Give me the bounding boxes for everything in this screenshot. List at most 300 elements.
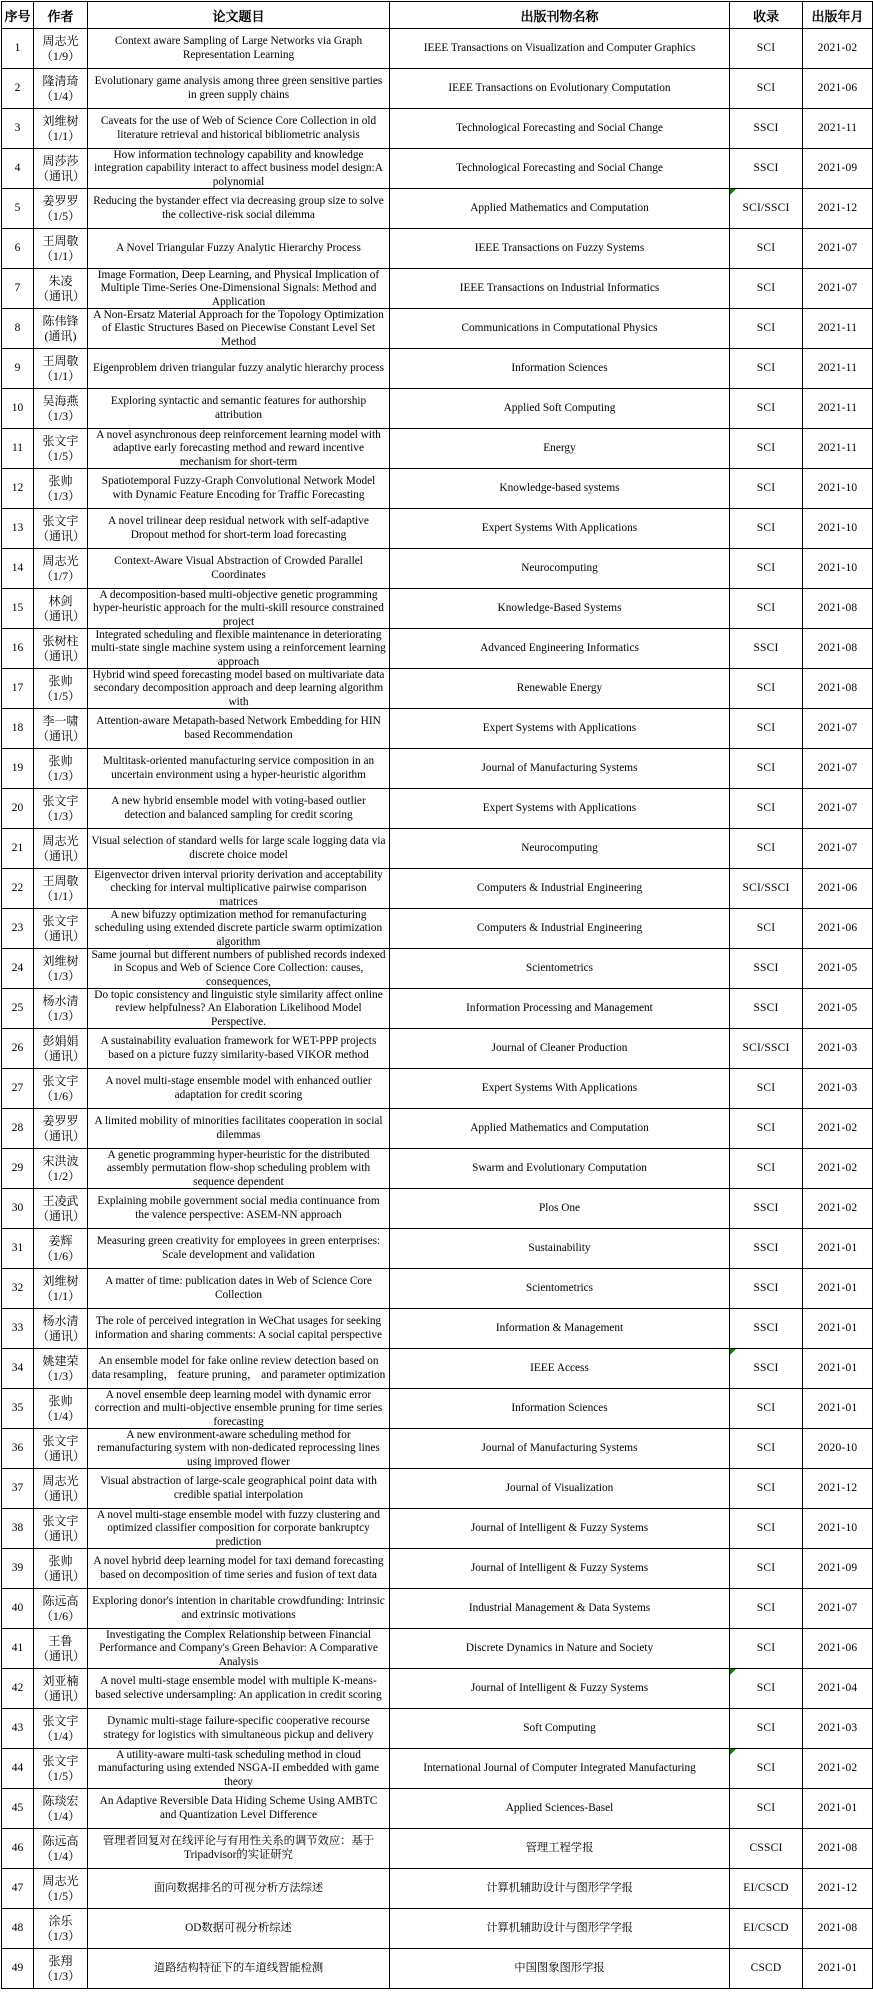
row-number-cell: 3 [2,109,34,149]
journal-cell: Journal of Visualization [390,1469,730,1509]
author-cell: 周莎莎 （通讯） [34,149,88,189]
table-row [2,1829,873,1869]
author-cell: 彭娟娟 （通讯） [34,1029,88,1069]
journal-cell: Computers & Industrial Engineering [390,909,730,949]
author-cell: 宋洪波 （1/2） [34,1149,88,1189]
title-cell: Reducing the bystander effect via decreasing group size to solve the collective-risk social dilemma [88,189,390,229]
index-cell: SCI [730,229,803,269]
table-row [2,909,873,949]
author-cell: 王周敬 （1/1） [34,869,88,909]
title-cell: Same journal but different numbers of published records indexed in Scopus and Web of Science Core Collection: causes, consequences, [88,949,390,989]
row-number-cell: 30 [2,1189,34,1229]
author-cell: 周志光 （1/5） [34,1869,88,1909]
journal-cell: Applied Mathematics and Computation [390,189,730,229]
table-row [2,1869,873,1909]
journal-cell: Scientometrics [390,1269,730,1309]
row-number-cell: 14 [2,549,34,589]
date-cell: 2021-07 [803,749,873,789]
title-cell: A utility-aware multi-task scheduling method in cloud manufacturing using extended NSGA-II embedded with game theory [88,1749,390,1789]
index-cell: SCI [730,429,803,469]
table-row [2,109,873,149]
date-cell: 2021-07 [803,269,873,309]
comment-marker-icon [730,189,736,195]
title-cell: Hybrid wind speed forecasting model based on multivariate data secondary decomposition approach and deep learning algorithm with [88,669,390,709]
author-cell: 陈伟锋 (通讯) [34,309,88,349]
row-number-cell: 28 [2,1109,34,1149]
journal-cell: Swarm and Evolutionary Computation [390,1149,730,1189]
table-row [2,749,873,789]
journal-cell: Industrial Management & Data Systems [390,1589,730,1629]
table-row [2,1949,873,1989]
date-cell: 2021-03 [803,1709,873,1749]
journal-cell: Journal of Cleaner Production [390,1029,730,1069]
table-row [2,1349,873,1389]
author-cell: 周志光 （通讯） [34,829,88,869]
date-cell: 2021-11 [803,429,873,469]
author-cell: 张文宇 （1/5） [34,429,88,469]
author-cell: 张文宇 （通讯） [34,509,88,549]
table-row [2,69,873,109]
journal-cell: Journal of Intelligent & Fuzzy Systems [390,1549,730,1589]
date-cell: 2021-08 [803,629,873,669]
author-cell: 陈琰宏 （1/4） [34,1789,88,1829]
author-cell: 张文宇 （通讯） [34,1429,88,1469]
journal-cell: Scientometrics [390,949,730,989]
index-cell: SCI [730,909,803,949]
row-number-cell: 22 [2,869,34,909]
journal-cell: Energy [390,429,730,469]
row-number-cell: 2 [2,69,34,109]
title-cell: A novel multi-stage ensemble model with enhanced outlier adaptation for credit scoring [88,1069,390,1109]
comment-marker-icon [730,1669,736,1675]
author-cell: 杨水清 （通讯） [34,1309,88,1349]
index-cell: SCI [730,309,803,349]
journal-cell: Knowledge-based systems [390,469,730,509]
table-body [2,29,873,1989]
row-number-cell: 34 [2,1349,34,1389]
author-cell: 王鲁 （通讯） [34,1629,88,1669]
row-number-cell: 10 [2,389,34,429]
index-cell: SCI [730,549,803,589]
date-cell: 2021-10 [803,1509,873,1549]
row-number-cell: 46 [2,1829,34,1869]
table-row [2,589,873,629]
table-row [2,1229,873,1269]
column-header-col-title: 论文题目 [88,2,390,29]
author-cell: 刘维树 （1/1） [34,109,88,149]
date-cell: 2021-11 [803,109,873,149]
row-number-cell: 43 [2,1709,34,1749]
date-cell: 2021-02 [803,29,873,69]
date-cell: 2021-03 [803,1069,873,1109]
row-number-cell: 5 [2,189,34,229]
journal-cell: IEEE Transactions on Evolutionary Computation [390,69,730,109]
date-cell: 2021-12 [803,189,873,229]
date-cell: 2020-10 [803,1429,873,1469]
row-number-cell: 18 [2,709,34,749]
index-cell: SSCI [730,109,803,149]
index-cell: CSCD [730,1949,803,1989]
row-number-cell: 15 [2,589,34,629]
title-cell: Context-Aware Visual Abstraction of Crowded Parallel Coordinates [88,549,390,589]
table-row [2,1109,873,1149]
journal-cell: 计算机辅助设计与图形学学报 [390,1869,730,1909]
column-header-col-author: 作者 [34,2,88,29]
index-cell: SCI [730,1109,803,1149]
date-cell: 2021-10 [803,549,873,589]
date-cell: 2021-07 [803,1589,873,1629]
date-cell: 2021-10 [803,469,873,509]
index-cell: SCI/SSCI [730,1029,803,1069]
date-cell: 2021-01 [803,1789,873,1829]
journal-cell: Technological Forecasting and Social Change [390,149,730,189]
date-cell: 2021-08 [803,1829,873,1869]
title-cell: A novel asynchronous deep reinforcement learning model with adaptive early forecasting method and reward incentive mechanism for short-term [88,429,390,469]
title-cell: A sustainability evaluation framework for WET-PPP projects based on a picture fuzzy similarity-based VIKOR method [88,1029,390,1069]
row-number-cell: 11 [2,429,34,469]
table-row [2,549,873,589]
index-cell: SSCI [730,149,803,189]
title-cell: Eigenvector driven interval priority derivation and acceptability checking for interval multiplicative pairwise comparison matrices [88,869,390,909]
journal-cell: Expert Systems with Applications [390,789,730,829]
author-cell: 张帅 （1/5） [34,669,88,709]
journal-cell: Expert Systems With Applications [390,509,730,549]
journal-cell: Advanced Engineering Informatics [390,629,730,669]
table-row [2,1749,873,1789]
author-cell: 姚建荣 （1/3） [34,1349,88,1389]
index-cell: SCI [730,1149,803,1189]
row-number-cell: 36 [2,1429,34,1469]
date-cell: 2021-09 [803,149,873,189]
index-cell: SCI [730,1069,803,1109]
title-cell: An Adaptive Reversible Data Hiding Scheme Using AMBTC and Quantization Level Difference [88,1789,390,1829]
date-cell: 2021-01 [803,1309,873,1349]
journal-cell: Sustainability [390,1229,730,1269]
comment-marker-icon [730,1749,736,1755]
index-cell: SCI [730,1629,803,1669]
row-number-cell: 37 [2,1469,34,1509]
index-cell: SSCI [730,629,803,669]
table-row [2,429,873,469]
row-number-cell: 21 [2,829,34,869]
row-number-cell: 44 [2,1749,34,1789]
row-number-cell: 47 [2,1869,34,1909]
date-cell: 2021-12 [803,1469,873,1509]
row-number-cell: 6 [2,229,34,269]
index-cell: SSCI [730,1269,803,1309]
author-cell: 刘亚楠 （通讯） [34,1669,88,1709]
column-header-col-no: 序号 [2,2,34,29]
table-row [2,1189,873,1229]
table-row [2,869,873,909]
title-cell: A Novel Triangular Fuzzy Analytic Hierarchy Process [88,229,390,269]
author-cell: 张帅 （1/4） [34,1389,88,1429]
index-cell: SCI [730,1749,803,1789]
date-cell: 2021-07 [803,709,873,749]
table-row [2,1149,873,1189]
date-cell: 2021-12 [803,1869,873,1909]
date-cell: 2021-05 [803,949,873,989]
title-cell: A decomposition-based multi-objective genetic programming hyper-heuristic approach for the multi-skill resource constrained project [88,589,390,629]
journal-cell: IEEE Access [390,1349,730,1389]
table-row [2,1029,873,1069]
journal-cell: IEEE Transactions on Industrial Informatics [390,269,730,309]
title-cell: Exploring syntactic and semantic features for authorship attribution [88,389,390,429]
index-cell: SCI [730,349,803,389]
index-cell: SCI [730,1509,803,1549]
index-cell: SSCI [730,1189,803,1229]
date-cell: 2021-03 [803,1029,873,1069]
title-cell: A Non-Ersatz Material Approach for the Topology Optimization of Elastic Structures Based on Piecewise Constant Level Set Method [88,309,390,349]
author-cell: 刘维树 （1/3） [34,949,88,989]
header-row [2,2,873,29]
author-cell: 涂乐 （1/3） [34,1909,88,1949]
title-cell: Eigenproblem driven triangular fuzzy analytic hierarchy process [88,349,390,389]
author-cell: 周志光 （通讯） [34,1469,88,1509]
index-cell: SCI [730,1389,803,1429]
table-row [2,509,873,549]
comment-marker-icon [730,1349,736,1355]
title-cell: Investigating the Complex Relationship between Financial Performance and Company's Green Behavior: A Comparative Analysis [88,1629,390,1669]
table-row [2,1629,873,1669]
journal-cell: Information Sciences [390,1389,730,1429]
table-row [2,229,873,269]
index-cell: SSCI [730,1309,803,1349]
index-cell: SCI [730,1429,803,1469]
table-row [2,469,873,509]
author-cell: 王周敬 （1/1） [34,349,88,389]
table-row [2,349,873,389]
index-cell: SCI [730,469,803,509]
title-cell: The role of perceived integration in WeChat usages for seeking information and sharing comments: A social capital perspective [88,1309,390,1349]
author-cell: 张树柱 （通讯） [34,629,88,669]
row-number-cell: 35 [2,1389,34,1429]
date-cell: 2021-02 [803,1149,873,1189]
index-cell: SCI [730,829,803,869]
author-cell: 刘维树 （1/1） [34,1269,88,1309]
author-cell: 隆清琦 （1/4） [34,69,88,109]
index-cell: EI/CSCD [730,1909,803,1949]
row-number-cell: 27 [2,1069,34,1109]
date-cell: 2021-11 [803,309,873,349]
table-row [2,1069,873,1109]
journal-cell: Renewable Energy [390,669,730,709]
author-cell: 陈远高 （1/4） [34,1829,88,1869]
date-cell: 2021-06 [803,1629,873,1669]
title-cell: A novel multi-stage ensemble model with multiple K-means-based selective undersampling: An application in credit scoring [88,1669,390,1709]
date-cell: 2021-01 [803,1389,873,1429]
author-cell: 张文宇 （1/6） [34,1069,88,1109]
journal-cell: Information Sciences [390,349,730,389]
title-cell: Image Formation, Deep Learning, and Physical Implication of Multiple Time-Series One-Dimensional Signals: Method and Application [88,269,390,309]
date-cell: 2021-05 [803,989,873,1029]
title-cell: Exploring donor's intention in charitable crowdfunding: Intrinsic and extrinsic motivations [88,1589,390,1629]
title-cell: An ensemble model for fake online review detection based on data resampling， feature pruning， and parameter optimization [88,1349,390,1389]
table-row [2,1269,873,1309]
date-cell: 2021-02 [803,1749,873,1789]
index-cell: SSCI [730,1349,803,1389]
index-cell: SCI [730,669,803,709]
index-cell: SCI [730,1589,803,1629]
date-cell: 2021-08 [803,1909,873,1949]
row-number-cell: 40 [2,1589,34,1629]
title-cell: A new environment-aware scheduling method for remanufacturing system with non-dedicated reprocessing lines using improved flower [88,1429,390,1469]
title-cell: A novel multi-stage ensemble model with fuzzy clustering and optimized classifier composition for corporate bankruptcy prediction [88,1509,390,1549]
date-cell: 2021-01 [803,1269,873,1309]
table-row [2,1429,873,1469]
table-row [2,1549,873,1589]
date-cell: 2021-07 [803,829,873,869]
table-row [2,1309,873,1349]
journal-cell: Applied Mathematics and Computation [390,1109,730,1149]
index-cell: SCI/SSCI [730,189,803,229]
author-cell: 张文宇 （通讯） [34,909,88,949]
author-cell: 姜罗罗 （1/5） [34,189,88,229]
author-cell: 张帅 （通讯） [34,1549,88,1589]
date-cell: 2021-04 [803,1669,873,1709]
journal-cell: Journal of Manufacturing Systems [390,1429,730,1469]
date-cell: 2021-02 [803,1189,873,1229]
journal-cell: Communications in Computational Physics [390,309,730,349]
row-number-cell: 8 [2,309,34,349]
title-cell: 面向数据排名的可视分析方法综述 [88,1869,390,1909]
table-row [2,1709,873,1749]
row-number-cell: 9 [2,349,34,389]
journal-cell: IEEE Transactions on Fuzzy Systems [390,229,730,269]
row-number-cell: 1 [2,29,34,69]
index-cell: SCI [730,1669,803,1709]
journal-cell: 计算机辅助设计与图形学学报 [390,1909,730,1949]
index-cell: SCI [730,589,803,629]
date-cell: 2021-07 [803,229,873,269]
index-cell: SSCI [730,949,803,989]
table-row [2,1509,873,1549]
journal-cell: Neurocomputing [390,549,730,589]
table-row [2,1909,873,1949]
row-number-cell: 45 [2,1789,34,1829]
date-cell: 2021-08 [803,589,873,629]
author-cell: 姜罗罗 （通讯） [34,1109,88,1149]
journal-cell: IEEE Transactions on Visualization and Computer Graphics [390,29,730,69]
date-cell: 2021-11 [803,349,873,389]
title-cell: A novel trilinear deep residual network with self-adaptive Dropout method for short-term load forecasting [88,509,390,549]
row-number-cell: 41 [2,1629,34,1669]
column-header-col-index: 收录 [730,2,803,29]
table-row [2,789,873,829]
title-cell: A novel ensemble deep learning model with dynamic error correction and multi-objective ensemble pruning for time series forecasting [88,1389,390,1429]
title-cell: 管理者回复对在线评论与有用性关系的调节效应：基于Tripadvisor的实证研究 [88,1829,390,1869]
table-row [2,669,873,709]
row-number-cell: 23 [2,909,34,949]
table-row [2,269,873,309]
title-cell: Spatiotemporal Fuzzy-Graph Convolutional Network Model with Dynamic Feature Encoding for Traffic Forecasting [88,469,390,509]
table-row [2,829,873,869]
row-number-cell: 20 [2,789,34,829]
index-cell: EI/CSCD [730,1869,803,1909]
journal-cell: Technological Forecasting and Social Change [390,109,730,149]
title-cell: Do topic consistency and linguistic style similarity affect online review helpfulness? An Elaboration Likelihood Model Perspective. [88,989,390,1029]
date-cell: 2021-01 [803,1349,873,1389]
title-cell: Multitask-oriented manufacturing service composition in an uncertain environment using a hyper-heuristic algorithm [88,749,390,789]
row-number-cell: 49 [2,1949,34,1989]
journal-cell: Information Processing and Management [390,989,730,1029]
title-cell: A limited mobility of minorities facilitates cooperation in social dilemmas [88,1109,390,1149]
journal-cell: Journal of Intelligent & Fuzzy Systems [390,1509,730,1549]
index-cell: SCI [730,69,803,109]
journal-cell: Information & Management [390,1309,730,1349]
row-number-cell: 42 [2,1669,34,1709]
journal-cell: Soft Computing [390,1709,730,1749]
journal-cell: Applied Soft Computing [390,389,730,429]
index-cell: SCI [730,709,803,749]
author-cell: 张帅 （1/3） [34,749,88,789]
table-row [2,629,873,669]
row-number-cell: 4 [2,149,34,189]
table-row [2,709,873,749]
table-row [2,189,873,229]
table-row [2,1469,873,1509]
journal-cell: Knowledge-Based Systems [390,589,730,629]
row-number-cell: 31 [2,1229,34,1269]
journal-cell: Expert Systems With Applications [390,1069,730,1109]
title-cell: A new bifuzzy optimization method for remanufacturing scheduling using extended discrete particle swarm optimization algorithm [88,909,390,949]
author-cell: 张翔 （1/3） [34,1949,88,1989]
index-cell: SCI [730,269,803,309]
publications-sheet [1,1,872,1989]
index-cell: SCI [730,29,803,69]
journal-cell: Plos One [390,1189,730,1229]
author-cell: 吴海燕 （1/3） [34,389,88,429]
table-row [2,1389,873,1429]
author-cell: 王周敬 （1/1） [34,229,88,269]
title-cell: Measuring green creativity for employees in green enterprises: Scale development and validation [88,1229,390,1269]
table-row [2,389,873,429]
row-number-cell: 32 [2,1269,34,1309]
date-cell: 2021-01 [803,1949,873,1989]
row-number-cell: 26 [2,1029,34,1069]
index-cell: CSSCI [730,1829,803,1869]
row-number-cell: 39 [2,1549,34,1589]
title-cell: A matter of time: publication dates in Web of Science Core Collection [88,1269,390,1309]
title-cell: A genetic programming hyper-heuristic for the distributed assembly permutation flow-shop scheduling problem with sequence dependent [88,1149,390,1189]
index-cell: SCI [730,749,803,789]
date-cell: 2021-01 [803,1229,873,1269]
title-cell: Visual abstraction of large-scale geographical point data with credible spatial interpolation [88,1469,390,1509]
title-cell: Evolutionary game analysis among three green sensitive parties in green supply chains [88,69,390,109]
title-cell: Attention-aware Metapath-based Network Embedding for HIN based Recommendation [88,709,390,749]
column-header-col-date: 出版年月 [803,2,873,29]
date-cell: 2021-06 [803,869,873,909]
author-cell: 张文宇 （通讯） [34,1509,88,1549]
author-cell: 杨水清 （1/3） [34,989,88,1029]
author-cell: 周志光 （1/9） [34,29,88,69]
index-cell: SCI/SSCI [730,869,803,909]
author-cell: 张帅 （1/3） [34,469,88,509]
index-cell: SCI [730,1709,803,1749]
date-cell: 2021-11 [803,389,873,429]
author-cell: 林剑 （通讯） [34,589,88,629]
title-cell: Context aware Sampling of Large Networks via Graph Representation Learning [88,29,390,69]
table-row [2,989,873,1029]
row-number-cell: 13 [2,509,34,549]
table-row [2,1789,873,1829]
author-cell: 陈远高 （1/6） [34,1589,88,1629]
index-cell: SSCI [730,1229,803,1269]
table-row [2,29,873,69]
row-number-cell: 24 [2,949,34,989]
journal-cell: 中国图象图形学报 [390,1949,730,1989]
date-cell: 2021-07 [803,789,873,829]
